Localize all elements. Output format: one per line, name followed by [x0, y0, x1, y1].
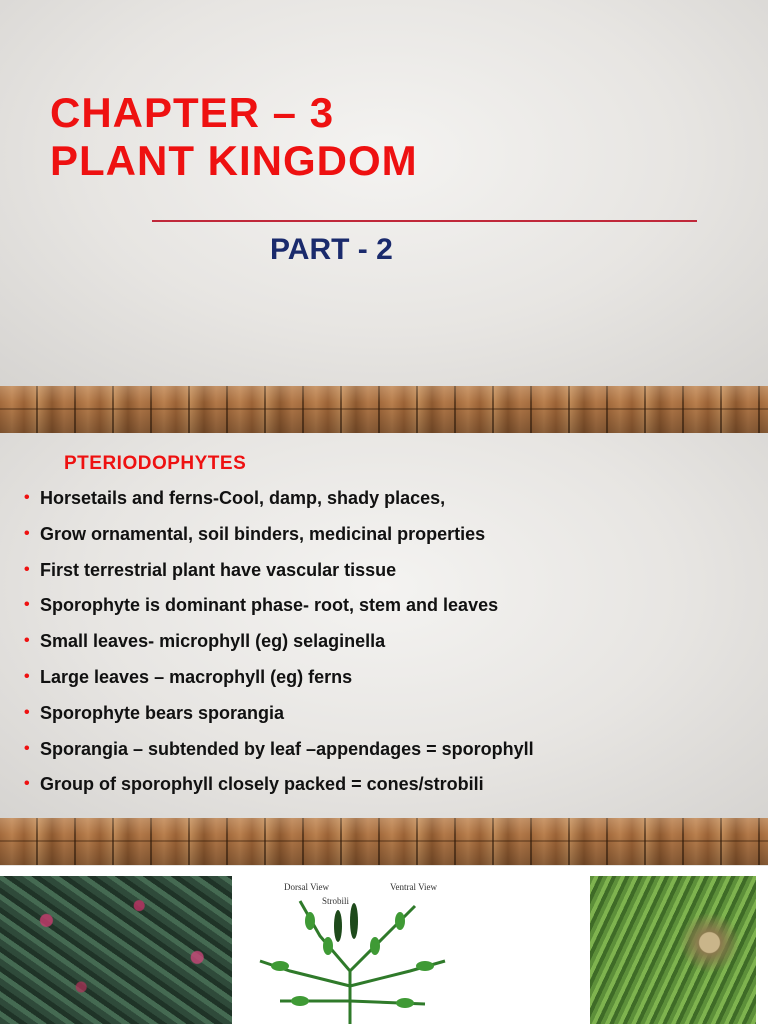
- section-heading: PTERIODOPHYTES: [64, 453, 247, 474]
- fern-frond-drawing: [250, 876, 452, 1024]
- dorsal-view-label: Dorsal View: [284, 882, 330, 892]
- selaginella-photo: [0, 876, 232, 1024]
- bullet-item: • Large leaves – macrophyll (eg) ferns: [24, 664, 534, 700]
- bullet-item: • Small leaves- microphyll (eg) selaginella: [24, 628, 534, 664]
- bullet-item: • Sporangia – subtended by leaf –appendages = sporophyll: [24, 736, 534, 772]
- wood-floor-divider: [0, 386, 768, 433]
- bullet-item: • Sporophyte is dominant phase- root, stem and leaves: [24, 592, 534, 628]
- bullet-item: • Sporophyte bears sporangia: [24, 700, 534, 736]
- chapter-title: CHAPTER – 3: [50, 89, 335, 136]
- strobili-label: Strobili: [322, 896, 350, 906]
- image-slide: [0, 866, 768, 1024]
- bullet-item: • Horsetails and ferns-Cool, damp, shady places,: [24, 485, 534, 521]
- fern-fiddlehead-photo: [590, 876, 756, 1024]
- content-slide: [0, 433, 768, 818]
- bullet-list: [24, 485, 534, 807]
- part-subtitle: PART - 2: [270, 233, 393, 266]
- title-slide: [0, 0, 768, 386]
- bullet-item: • Group of sporophyll closely packed = cones/strobili: [24, 771, 534, 807]
- selaginella-diagram: [250, 876, 452, 1024]
- title-divider: [152, 220, 697, 222]
- bullet-item: • Grow ornamental, soil binders, medicinal properties: [24, 521, 534, 557]
- bullet-item: • First terrestrial plant have vascular tissue: [24, 557, 534, 593]
- chapter-subject-title: PLANT KINGDOM: [50, 137, 418, 184]
- wood-floor-divider: [0, 818, 768, 865]
- ventral-view-label: Ventral View: [390, 882, 438, 892]
